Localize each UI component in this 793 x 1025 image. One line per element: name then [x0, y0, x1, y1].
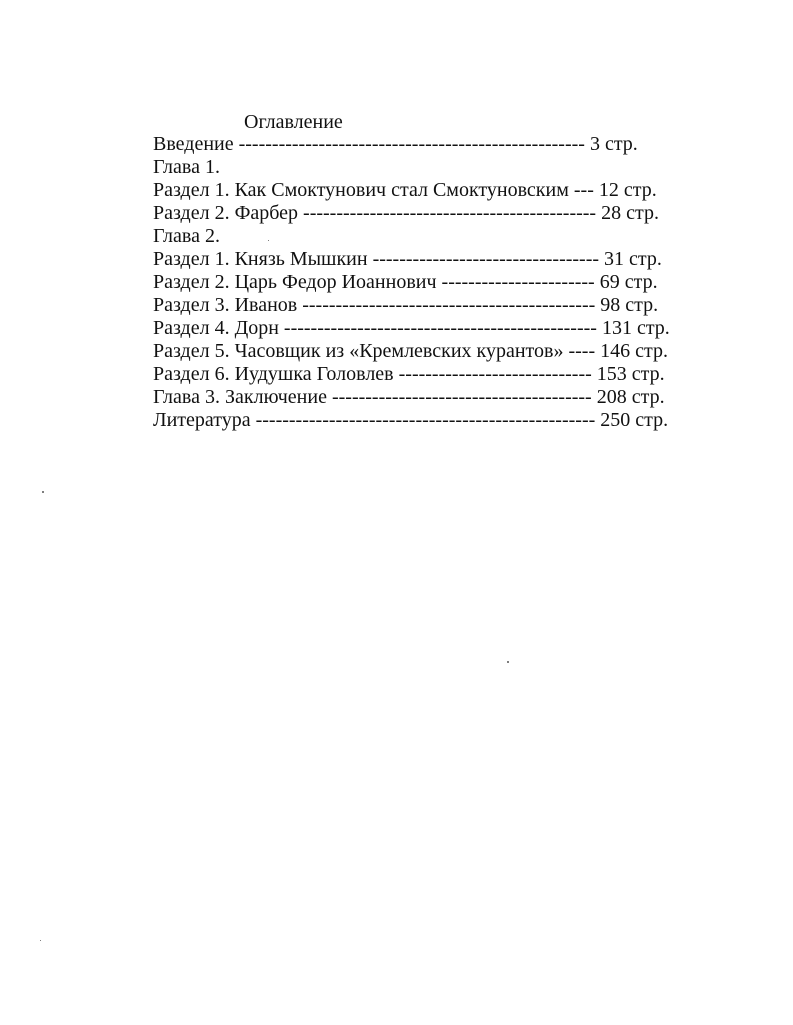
toc-entry-ch2-section-2: Раздел 2. Царь Федор Иоаннович ----------------------- 69 стр.: [153, 271, 658, 293]
toc-entry-ch1-section-2: Раздел 2. Фарбер -------------------------------------------- 28 стр.: [153, 202, 659, 224]
toc-entry-ch2-section-6: Раздел 6. Иудушка Головлев ----------------------------- 153 стр.: [153, 363, 665, 385]
toc-title: Оглавление: [244, 111, 343, 133]
toc-entry-ch2-section-3: Раздел 3. Иванов -------------------------------------------- 98 стр.: [153, 294, 659, 316]
scan-speck: [507, 661, 509, 663]
toc-entry-ch2-section-4: Раздел 4. Дорн ----------------------------------------------- 131 стр.: [153, 317, 670, 339]
toc-heading-chapter-2: Глава 2.: [153, 225, 220, 247]
toc-entry-ch2-section-5: Раздел 5. Часовщик из «Кремлевских курантов» ---- 146 стр.: [153, 340, 668, 362]
scan-speck: [40, 940, 41, 941]
scan-speck: [42, 491, 44, 493]
toc-entry-chapter-3-conclusion: Глава 3. Заключение --------------------------------------- 208 стр.: [153, 386, 665, 408]
scan-speck: [268, 240, 269, 241]
toc-entry-introduction: Введение ---------------------------------------------------- 3 стр.: [153, 133, 638, 155]
toc-heading-chapter-1: Глава 1.: [153, 156, 220, 178]
toc-entry-literature: Литература --------------------------------------------------- 250 стр.: [153, 409, 669, 431]
toc-entry-ch2-section-1: Раздел 1. Князь Мышкин ---------------------------------- 31 стр.: [153, 248, 662, 270]
toc-entry-ch1-section-1: Раздел 1. Как Смоктунович стал Смоктуновским --- 12 стр.: [153, 179, 657, 201]
